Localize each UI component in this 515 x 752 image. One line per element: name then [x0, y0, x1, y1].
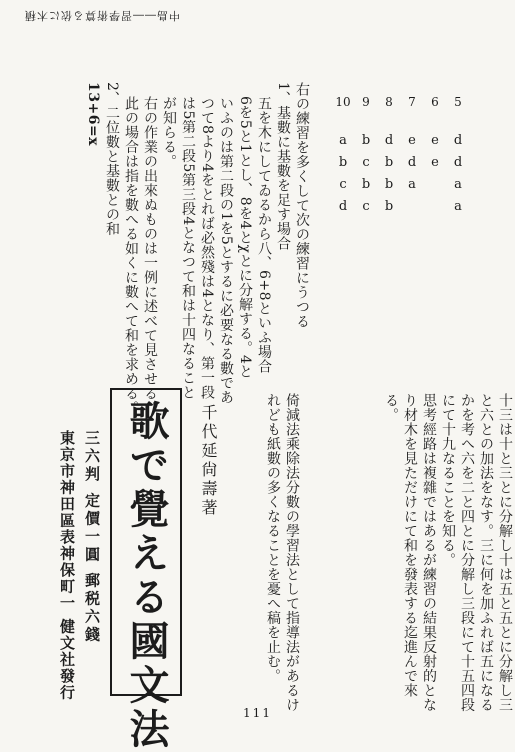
sequence-letter: b [384, 199, 394, 214]
exercise-line: いふのは第二段の1を5とするに必要なる數であ [218, 96, 234, 405]
right-prose-line: にて十九なることを知る。 [440, 393, 456, 567]
exercise-line: 右の作業の出來ぬものは一例に述べて見させる。 [142, 96, 158, 415]
sequence-letter: d [407, 155, 417, 170]
exercise-line: 6を5と1とし、8を4とχとに分解する。4と [237, 96, 253, 379]
sequence-letter: c [362, 155, 370, 170]
sequence-letter: d [338, 199, 348, 214]
sequence-letter: a [454, 177, 462, 192]
sequence-number: 10 [335, 95, 351, 109]
ad-publisher: 東京市神田區表神保町一 健文社發行 [58, 430, 76, 701]
right-prose-line: と六との加法をなす。三に何を加ふれば五になる [478, 393, 494, 712]
sequence-letter: b [361, 133, 371, 148]
ad-author: 千代延尙壽著 [199, 404, 218, 518]
sequence-letter: e [431, 155, 439, 170]
exercise-heading: 1、基數に基數を足す場合 [275, 82, 291, 251]
right-prose-line: 思考經路は複雜ではあるが練習の結果反射的とな [421, 393, 437, 712]
sequence-letter: e [431, 133, 439, 148]
page-number: 111 [243, 706, 272, 720]
sequence-letter: b [384, 177, 394, 192]
sequence-number: 7 [408, 95, 416, 109]
equation: 13+6=x [85, 82, 101, 147]
sequence-number: 6 [431, 95, 439, 109]
right-prose-line: 倚減法乘除法分數の學習法として指導法があるけ [284, 393, 300, 712]
sequence-letter: b [338, 155, 348, 170]
sequence-letter: a [454, 199, 462, 214]
sequence-letter: d [453, 155, 463, 170]
running-header: 中島――習學術算る依に木積 [24, 9, 180, 22]
sequence-letter: b [384, 155, 394, 170]
right-prose-line: り材木を見ただけにて和を發表する迄進んで來 [402, 393, 418, 698]
right-prose-line: れども紙數の多くなることを憂へ稿を止む。 [265, 393, 281, 683]
sequence-letter: d [384, 133, 394, 148]
right-prose-line: る。 [383, 393, 399, 422]
exercise-line: が知らる。 [161, 96, 177, 169]
sequence-letter: a [408, 177, 416, 192]
ad-price: 三六判 定價一圓 郵税六錢 [83, 430, 101, 645]
ad-title: 歌で覺える國文法 [123, 400, 170, 752]
exercise-line: つて8より4をとれば必然殘は4となり、第一段 [199, 96, 215, 400]
exercise-heading: 2、二位數と基數との和 [104, 82, 120, 237]
sequence-letter: a [339, 133, 347, 148]
right-prose-line: 十三は十と三とに分解し十は五と五とに分解し三 [497, 393, 513, 712]
sequence-letter: b [361, 177, 371, 192]
exercise-line: 五を木にしてゐるから八、6+8といふ場合 [256, 96, 272, 374]
exercise-line: は5第二段5第三段4となつて和は十四なること [180, 96, 196, 400]
sequence-letter: c [339, 177, 347, 192]
exercise-line: 右の練習を多くして次の練習にうつる [294, 82, 310, 329]
sequence-letter: d [453, 133, 463, 148]
exercise-line: 此の場合は指を數へる如くに數へて和を求める。 [123, 96, 139, 415]
sequence-letter: e [408, 133, 416, 148]
sequence-number: 8 [385, 95, 393, 109]
sequence-number: 9 [362, 95, 370, 109]
sequence-number: 5 [454, 95, 462, 109]
right-prose-line: かを考へ六を二と四とに分解し三段にて十五四段 [459, 393, 475, 712]
sequence-letter: c [362, 199, 370, 214]
